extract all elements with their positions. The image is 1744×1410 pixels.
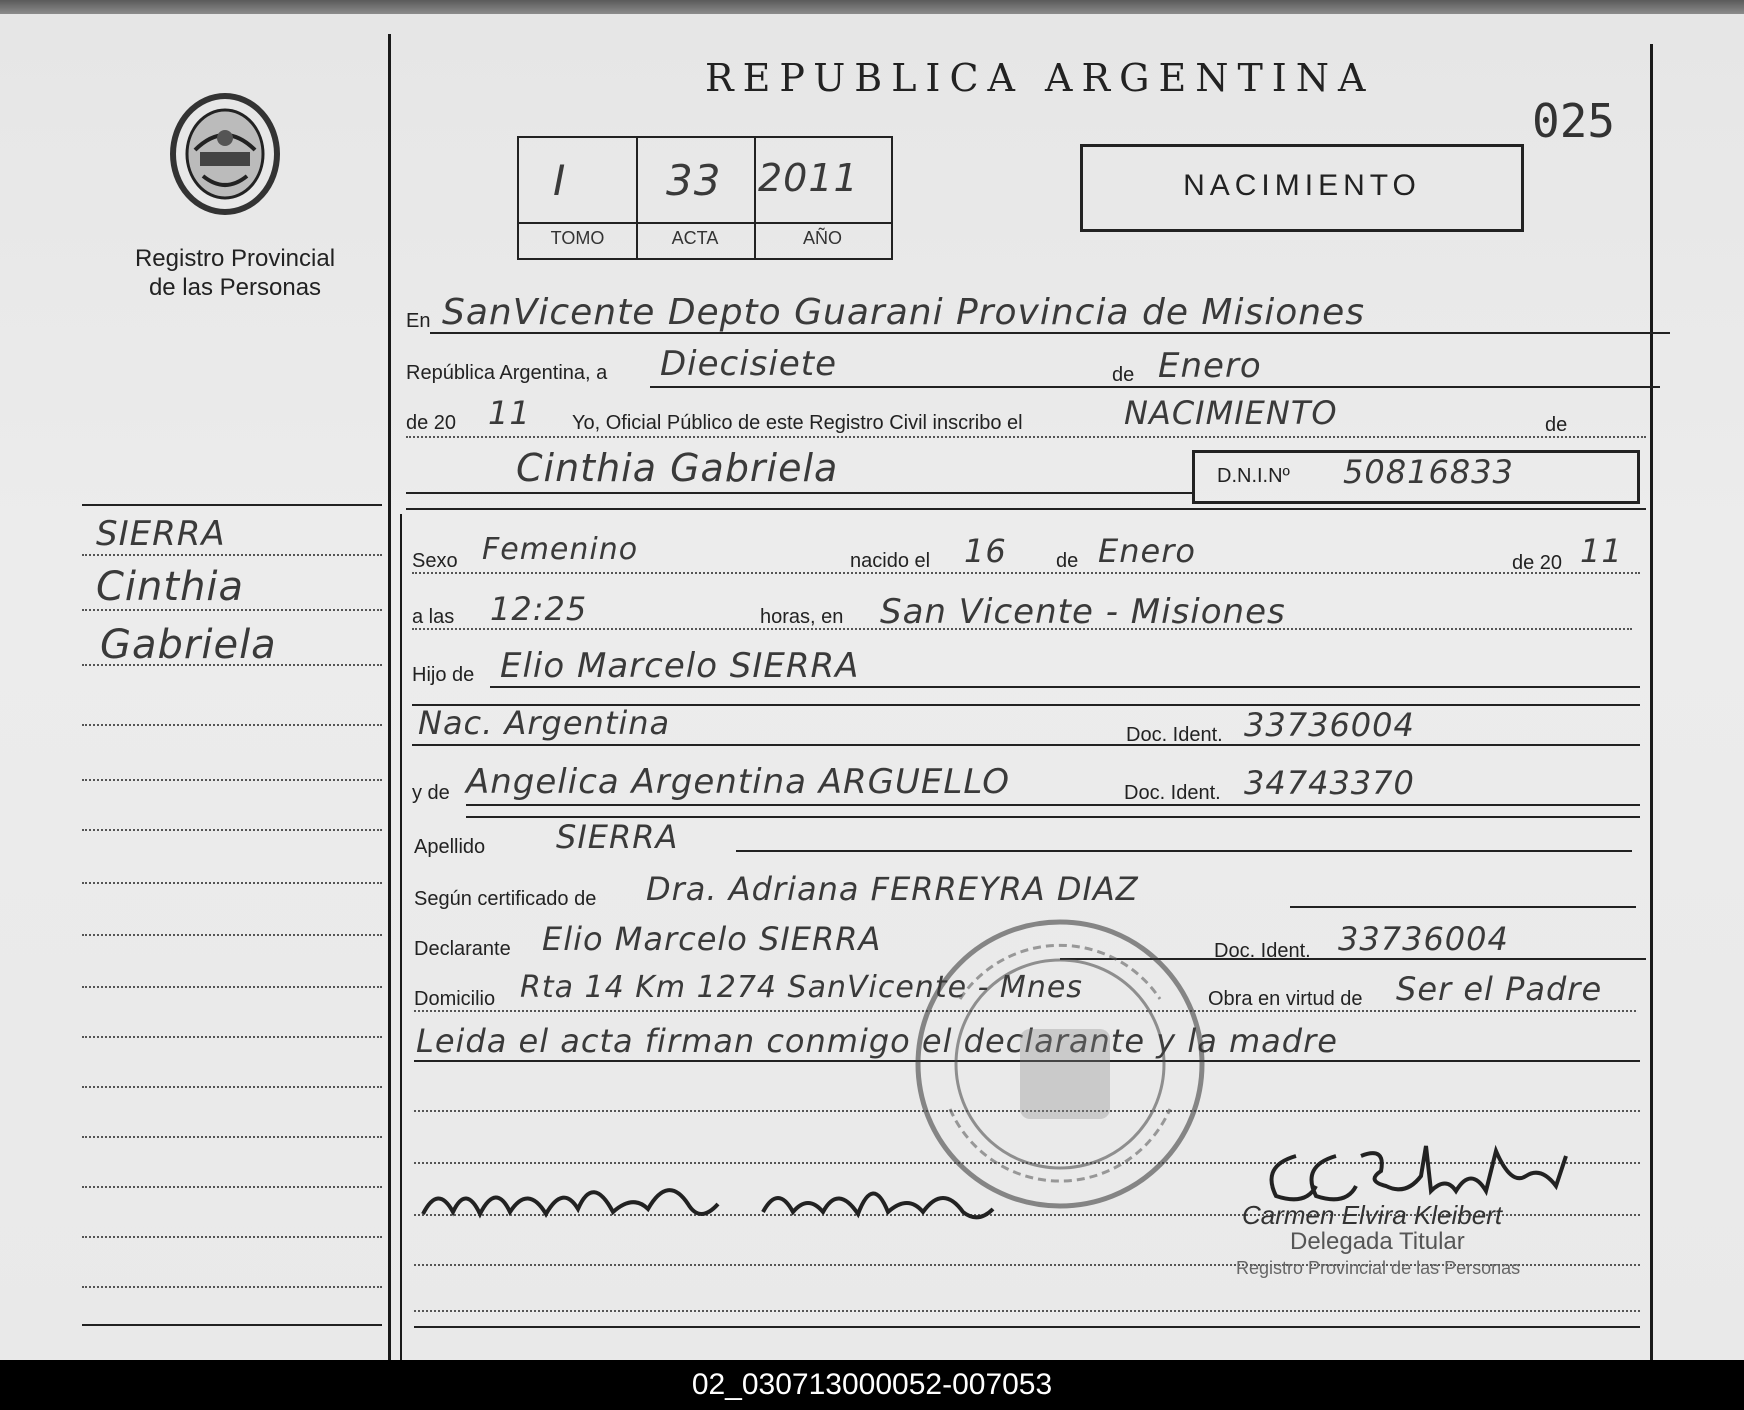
line-child-name: [406, 492, 1192, 494]
declarant-doc: 33736004: [1338, 920, 1509, 958]
org-line-1: Registro Provincial: [134, 245, 336, 272]
label-republica: República Argentina, a: [406, 362, 608, 384]
line-sexo: [412, 572, 1640, 574]
birth-place: San Vicente - Misiones: [880, 592, 1286, 632]
label-nacido: nacido el: [850, 550, 931, 572]
margin-bottom-rule: [82, 1324, 382, 1326]
bottom-rule: [414, 1326, 1640, 1328]
label-doc-father: Doc. Ident.: [1126, 724, 1223, 746]
tomo-cell: [519, 138, 638, 258]
document-id-footer: 02_030713000052-007053: [0, 1360, 1744, 1410]
acta-cell: [636, 138, 756, 258]
mother-name: Angelica Argentina ARGUELLO: [466, 762, 1010, 802]
birth-day: 16: [964, 532, 1007, 570]
label-segun: Según certificado de: [414, 888, 597, 910]
margin-line: [82, 1086, 382, 1088]
sex: Femenino: [482, 532, 639, 567]
registration-year-suffix: 11: [488, 394, 531, 432]
dni-number: 50816833: [1343, 453, 1514, 491]
certifying-doctor: Dra. Adriana FERREYRA DIAZ: [646, 870, 1139, 908]
registration-day: Diecisiete: [660, 344, 838, 384]
label-de-20-birth: de 20: [1512, 552, 1563, 574]
margin-line: [82, 554, 382, 556]
margin-second-name: Gabriela: [100, 622, 277, 668]
father-name: Elio Marcelo SIERRA: [500, 646, 860, 686]
line-nationality: [412, 744, 1640, 746]
margin-line: [82, 1236, 382, 1238]
margin-line: [82, 1036, 382, 1038]
father-nationality: Nac. Argentina: [418, 704, 671, 742]
label-doc-mother: Doc. Ident.: [1124, 782, 1221, 804]
margin-line: [82, 724, 382, 726]
label-en: En: [406, 310, 431, 332]
birth-month: Enero: [1098, 532, 1196, 570]
margin-line: [82, 829, 382, 831]
margin-line: [82, 934, 382, 936]
label-alas: a las: [412, 606, 455, 628]
section-rule: [406, 508, 1646, 510]
official-name: Carmen Elvira Kleibert: [1242, 1200, 1503, 1230]
line-act: [406, 436, 1646, 438]
line-surname: [736, 850, 1632, 852]
label-hijo: Hijo de: [412, 664, 475, 686]
registration-place: SanVicente Depto Guarani Provincia de Misiones: [442, 292, 1365, 333]
label-doc-declarant: Doc. Ident.: [1214, 940, 1311, 962]
label-de-act: de: [1545, 414, 1568, 436]
tomo-label: TOMO: [550, 228, 605, 248]
form-left-border: [400, 514, 402, 1360]
margin-line: [82, 1136, 382, 1138]
margin-line: [82, 779, 382, 781]
folio-number: 025: [1532, 94, 1616, 148]
birth-time: 12:25: [490, 590, 588, 628]
box-divider: [519, 222, 891, 224]
birth-year-suffix: 11: [1580, 532, 1623, 570]
surname: SIERRA: [556, 818, 679, 856]
acta-value: 33: [666, 156, 722, 205]
registration-month: Enero: [1158, 346, 1262, 386]
label-declarante: Declarante: [414, 938, 511, 960]
label-domicilio: Domicilio: [414, 988, 496, 1010]
margin-line: [82, 1186, 382, 1188]
right-border: [1650, 44, 1653, 1360]
line-hora: [412, 628, 1632, 630]
margin-first-name: Cinthia: [96, 564, 245, 610]
line-place: [430, 332, 1670, 334]
label-yde: y de: [412, 782, 450, 804]
official-office: Registro Provincial de las Personas: [1236, 1258, 1521, 1278]
record-type: NACIMIENTO: [1183, 169, 1421, 202]
record-type-box: [1080, 144, 1524, 232]
label-de-20: de 20: [406, 412, 457, 434]
margin-line: [82, 1286, 382, 1288]
line-doctor: [1290, 906, 1636, 908]
act-type: NACIMIENTO: [1124, 394, 1338, 432]
label-dni: D.N.I.Nº: [1217, 465, 1290, 487]
label-de-birth-month: de: [1056, 550, 1079, 572]
label-horas: horas, en: [760, 606, 844, 628]
official-title: Delegada Titular: [1290, 1228, 1465, 1255]
org-line-2: de las Personas: [148, 274, 322, 301]
line-father: [490, 686, 1640, 688]
register-reference-box: [517, 136, 893, 260]
label-oficial: Yo, Oficial Público de este Registro Civil inscribo el: [572, 412, 1023, 434]
declarant-name: Elio Marcelo SIERRA: [542, 920, 882, 958]
label-de-month: de: [1112, 364, 1135, 386]
parents-signature: [418, 1154, 998, 1244]
line-mother: [466, 804, 1640, 806]
label-sexo: Sexo: [412, 550, 458, 572]
margin-line: [82, 986, 382, 988]
label-apellido: Apellido: [414, 836, 486, 858]
closing-statement: Leida el acta firman conmigo el declarante y la madre: [416, 1022, 1338, 1060]
margin-surname: SIERRA: [96, 514, 226, 554]
child-name: Cinthia Gabriela: [516, 446, 839, 490]
blank-line: [414, 1310, 1640, 1312]
anio-label: AÑO: [802, 228, 842, 248]
address: Rta 14 Km 1274 SanVicente - Mnes: [520, 970, 1083, 1005]
virtue-of: Ser el Padre: [1396, 970, 1603, 1008]
provincial-shield-icon: [165, 90, 285, 220]
margin-line: [82, 882, 382, 884]
country-title: REPUBLICA ARGENTINA: [705, 56, 1375, 100]
anio-cell: [754, 138, 891, 258]
birth-certificate-page: [0, 14, 1744, 1360]
tomo-value: I: [553, 156, 567, 205]
mother-doc: 34743370: [1244, 764, 1415, 802]
line-date: [650, 386, 1660, 388]
dni-box: [1192, 450, 1640, 504]
margin-top-rule: [82, 504, 382, 506]
column-divider: [388, 34, 391, 1360]
label-obra: Obra en virtud de: [1208, 988, 1363, 1010]
acta-label: ACTA: [671, 228, 719, 248]
father-doc: 33736004: [1244, 706, 1415, 744]
anio-value: 2011: [758, 156, 859, 200]
issuing-organization: [100, 244, 370, 302]
